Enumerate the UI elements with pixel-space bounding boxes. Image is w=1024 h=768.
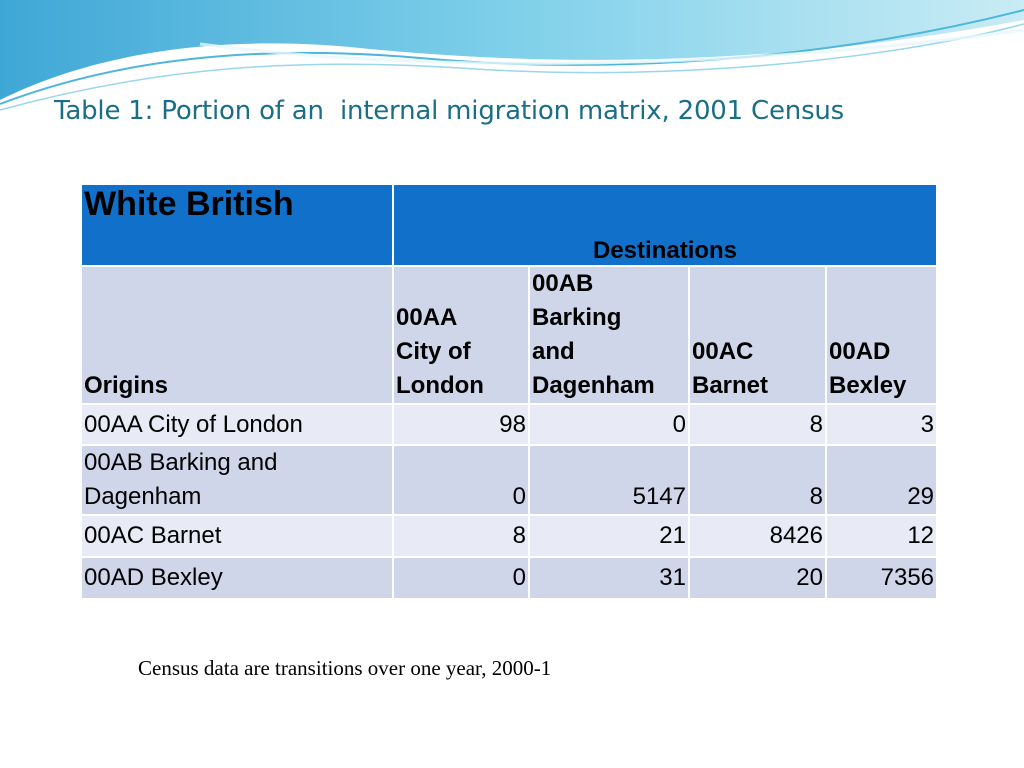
value-cell: 8 <box>689 404 826 445</box>
value-cell: 0 <box>393 557 529 599</box>
value-cell: 0 <box>393 445 529 515</box>
origin-cell: 00AD Bexley <box>81 557 393 599</box>
value-cell: 8 <box>689 445 826 515</box>
value-cell: 8426 <box>689 515 826 557</box>
value-cell: 21 <box>529 515 689 557</box>
table-row <box>81 515 937 557</box>
slide-title: Table 1: Portion of an internal migration matrix, 2001 Census <box>54 96 845 126</box>
column-header: 00AB Barking and Dagenham <box>529 266 689 404</box>
table-row <box>81 404 937 445</box>
origin-cell: 00AB Barking and Dagenham <box>81 445 393 515</box>
footnote: Census data are transitions over one year, 2000-1 <box>138 656 552 680</box>
value-cell: 3 <box>826 404 937 445</box>
value-cell: 12 <box>826 515 937 557</box>
destinations-header: Destinations <box>393 184 937 266</box>
value-cell: 0 <box>529 404 689 445</box>
column-header: 00AD Bexley <box>826 266 937 404</box>
value-cell: 29 <box>826 445 937 515</box>
origins-header: Origins <box>81 266 393 404</box>
migration-matrix-table <box>80 183 938 600</box>
value-cell: 7356 <box>826 557 937 599</box>
column-header: 00AC Barnet <box>689 266 826 404</box>
value-cell: 98 <box>393 404 529 445</box>
value-cell: 8 <box>393 515 529 557</box>
value-cell: 31 <box>529 557 689 599</box>
table-row <box>81 557 937 599</box>
origin-cell: 00AC Barnet <box>81 515 393 557</box>
table-corner-label: White British <box>81 184 393 266</box>
value-cell: 5147 <box>529 445 689 515</box>
value-cell: 20 <box>689 557 826 599</box>
origin-cell: 00AA City of London <box>81 404 393 445</box>
column-header: 00AA City of London <box>393 266 529 404</box>
table-row <box>81 445 937 515</box>
